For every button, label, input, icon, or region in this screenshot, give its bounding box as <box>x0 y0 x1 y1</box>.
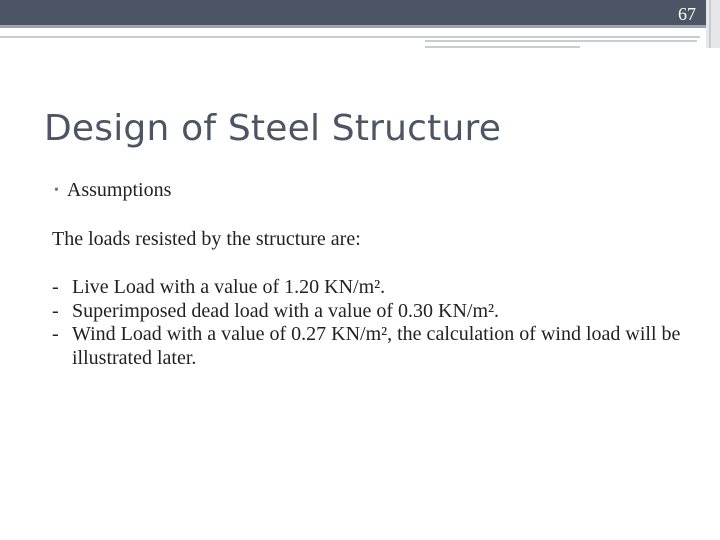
bullet-dot-icon: • <box>54 182 59 198</box>
list-item-text: Wind Load with a value of 0.27 KN/m², the calculation of wind load will be illustrated later. <box>72 323 681 369</box>
decorative-line <box>425 40 697 42</box>
load-list <box>52 276 692 370</box>
header-bar <box>0 0 720 25</box>
list-item-text: Superimposed dead load with a value of 0.30 KN/m². <box>72 299 500 322</box>
decorative-line <box>0 36 700 38</box>
slide-title: Design of Steel Structure <box>44 108 502 149</box>
dash-marker: - <box>52 299 59 322</box>
bullet-text: Assumptions <box>66 179 172 201</box>
list-item <box>52 300 692 324</box>
header-accent-line <box>0 25 720 28</box>
list-item <box>52 276 692 300</box>
bullet-item <box>54 179 171 202</box>
page-number: 67 <box>678 4 696 24</box>
dash-marker: - <box>52 323 59 345</box>
decorative-line <box>425 46 580 48</box>
list-item-text: Live Load with a value of 1.20 KN/m². <box>72 276 386 298</box>
decorative-edge <box>706 0 720 48</box>
list-item <box>52 323 692 370</box>
intro-text: The loads resisted by the structure are: <box>52 228 361 250</box>
dash-marker: - <box>52 276 59 298</box>
